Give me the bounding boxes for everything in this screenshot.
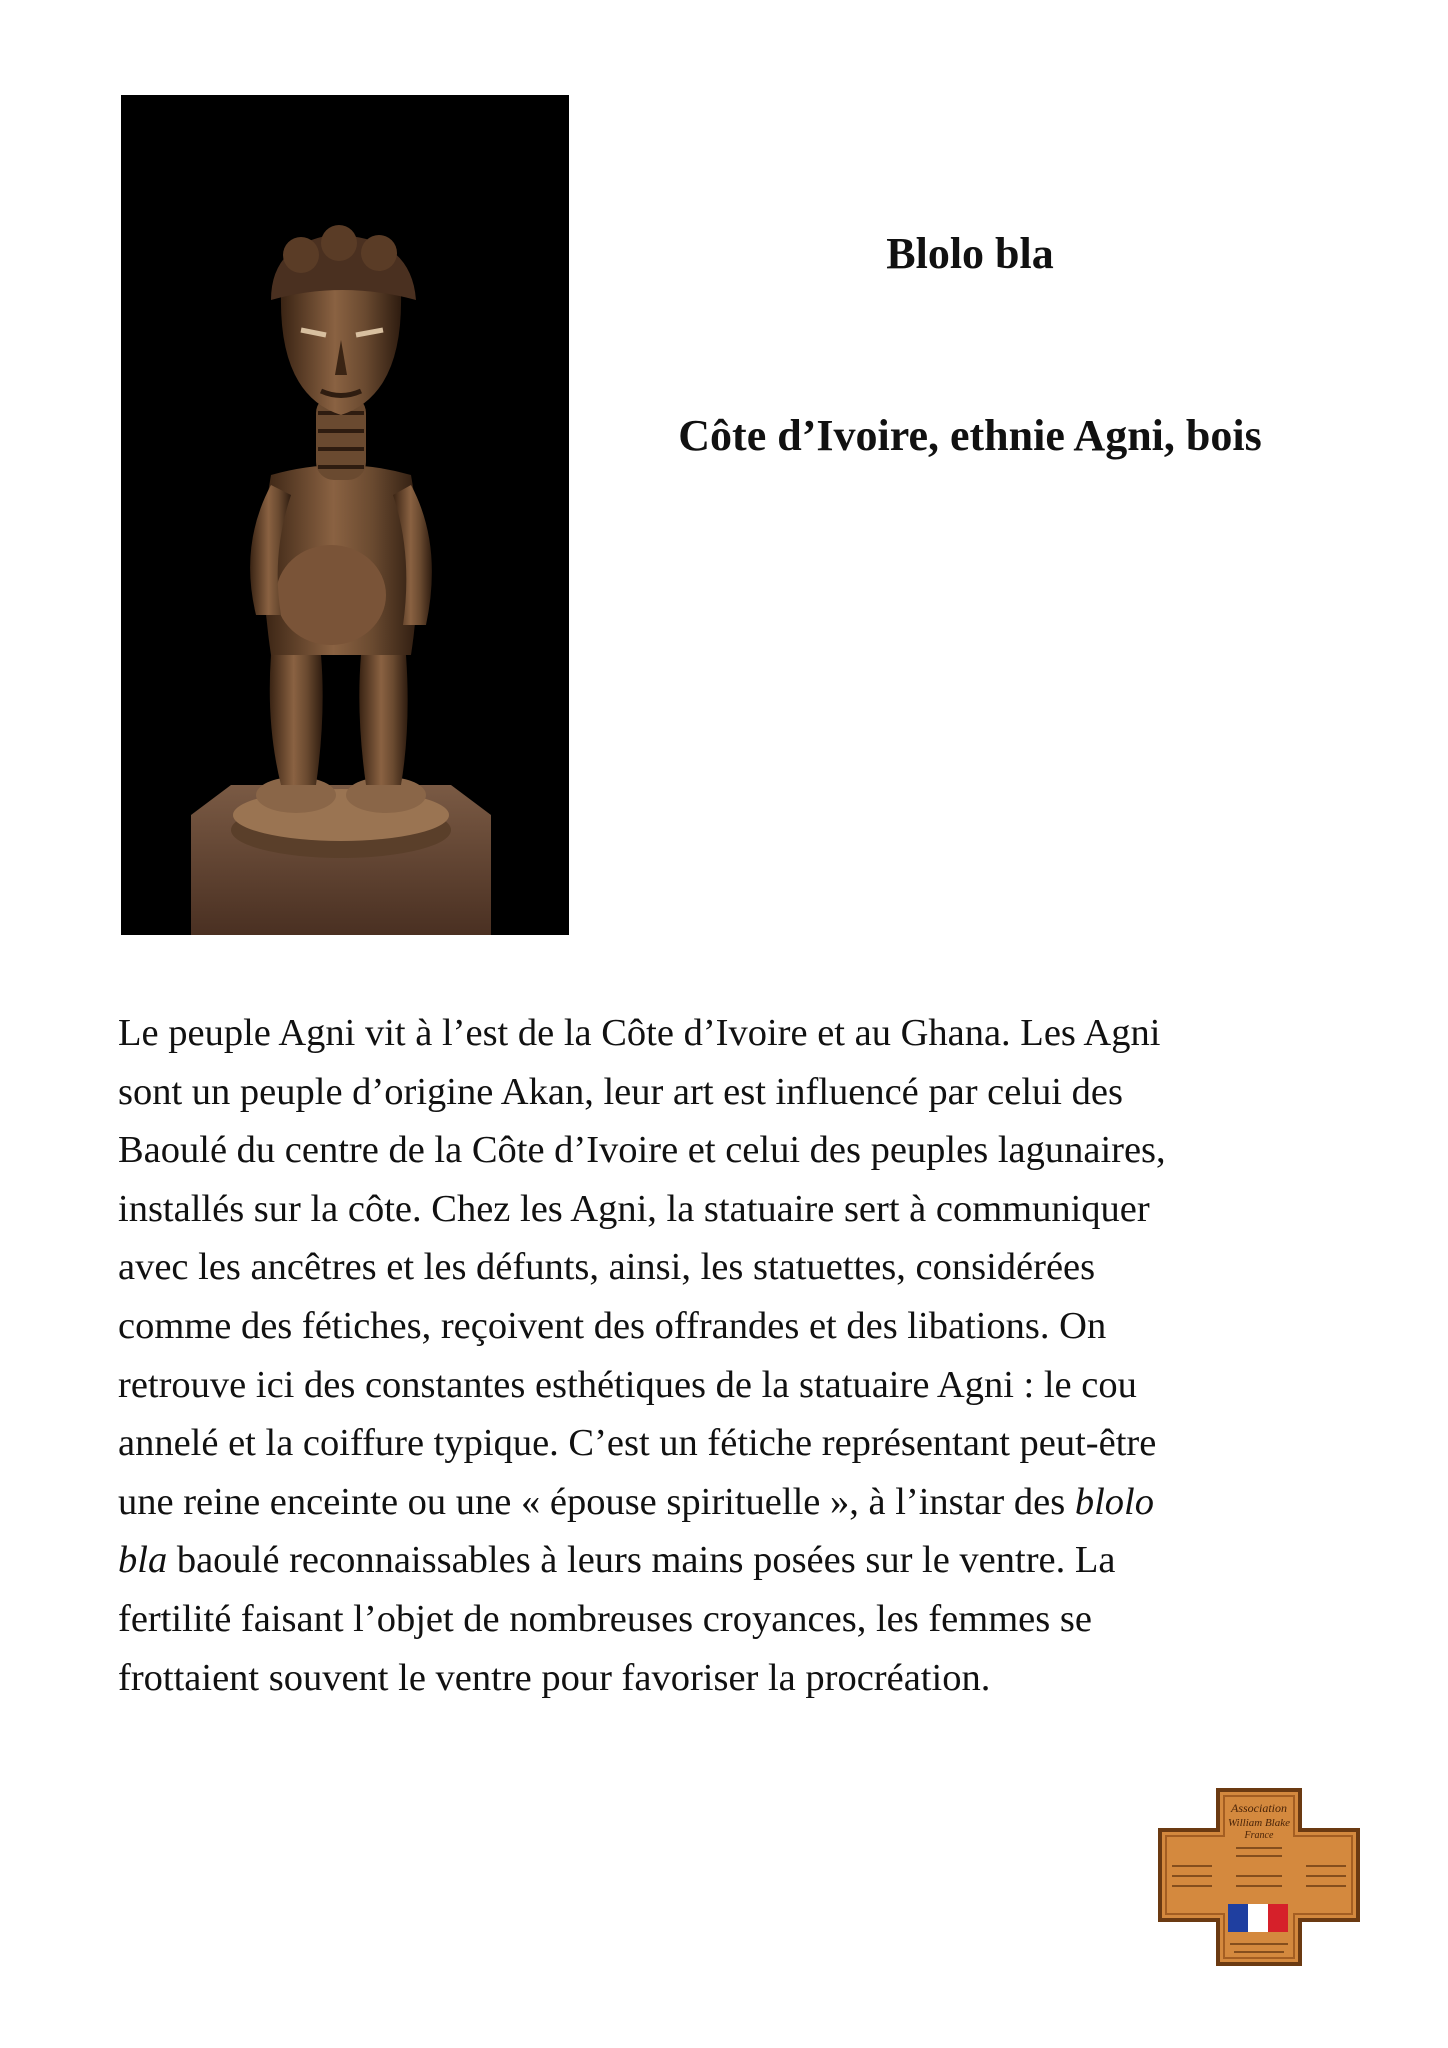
text-line: avec les ancêtres et les défunts, ainsi, les statuettes, considérées — [118, 1246, 1096, 1289]
text-line: fertilité faisant l’objet de nombreuses croyances, les femmes se — [118, 1597, 1092, 1640]
seal-line: France — [1244, 1830, 1274, 1841]
text-segment: une reine enceinte ou une « épouse spirituelle », à l’instar des — [118, 1480, 1075, 1523]
text-line: Baoulé du centre de la Côte d’Ivoire et celui des peuples lagunaires, — [118, 1129, 1166, 1172]
text-line: Le peuple Agni vit à l’est de la Côte d’Ivoire et au Ghana. Les Agni — [118, 1012, 1161, 1054]
statuette-photo — [121, 95, 569, 935]
text-line: retrouve ici des constantes esthétiques de la statuaire Agni : le cou — [118, 1363, 1137, 1406]
italic-term: bla — [118, 1539, 168, 1582]
seal-line: William Blake — [1227, 1817, 1291, 1829]
text-line: comme des fétiches, reçoivent des offrandes et des libations. On — [118, 1304, 1107, 1347]
statuette-image — [121, 95, 569, 935]
text-line — [118, 1531, 1348, 1590]
text-segment: baoulé reconnaissables à leurs mains posées sur le ventre. La — [167, 1539, 1116, 1582]
text-line — [118, 1473, 1348, 1532]
seal-line: Association — [1231, 1801, 1287, 1815]
page-title: Blolo bla — [886, 229, 1054, 278]
text-line: frottaient souvent le ventre pour favoriser la procréation. — [118, 1656, 991, 1699]
text-line: installés sur la côte. Chez les Agni, la statuaire sert à communiquer — [118, 1187, 1150, 1230]
text-line: annelé et la coiffure typique. C’est un fétiche représentant peut-être — [118, 1422, 1157, 1465]
description-paragraph — [118, 1004, 1348, 1707]
text-line: sont un peuple d’origine Akan, leur art est influencé par celui des — [118, 1070, 1123, 1113]
italic-term: blolo — [1074, 1480, 1154, 1523]
association-seal-icon — [1156, 1786, 1362, 1968]
page-subtitle: Côte d’Ivoire, ethnie Agni, bois — [678, 411, 1262, 460]
